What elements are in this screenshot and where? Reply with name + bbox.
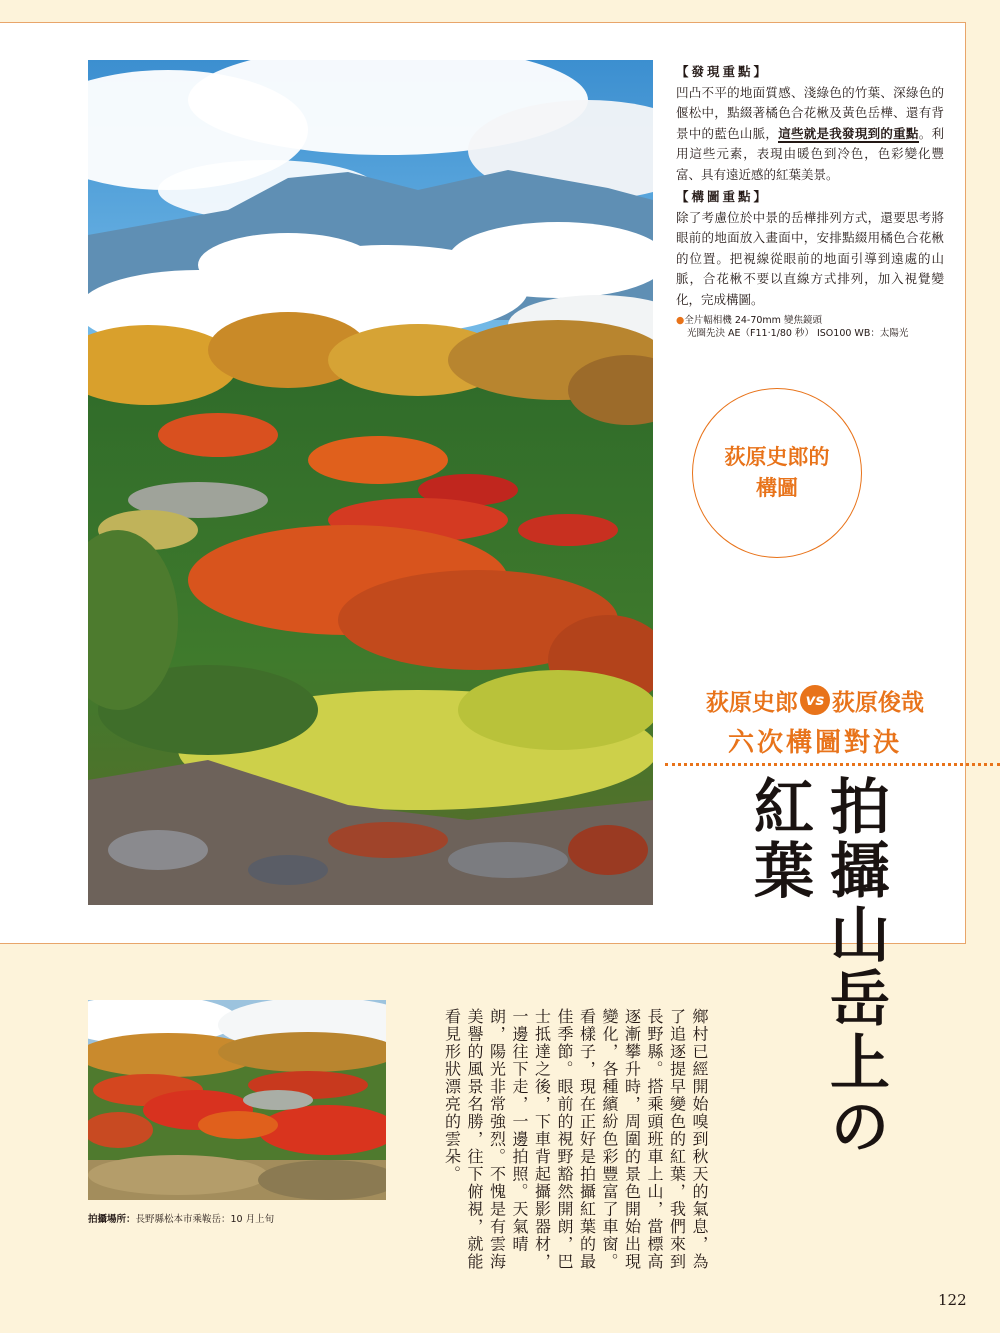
vs-badge: vs [800,685,830,715]
versus-left-name: 荻原史郎 [706,689,798,716]
composition-text: 除了考慮位於中景的岳樺排列方式，還要思考將眼前的地面放入畫面中，安排點綴用橘色合花楸的位置。把視線從眼前的地面引導到遠處的山脈，合花楸不要以直線方式排列，加入視覺變化，完成構圖。 [676,209,944,307]
camera-line2: 光圈先決 AE（F11·1/80 秒） ISO100 WB：太陽光 [687,328,909,339]
caption-text: 長野縣松本市乘鞍岳：10 月上旬 [135,1214,275,1225]
discovery-text [676,83,944,186]
discovery-text-before: 凹凸不平的地面質感、淺綠色的竹葉、深綠色的偃松中，點綴著橘色合花楸及黃色岳樺、還有背景中的藍色山脈， [676,84,944,141]
main-photo [88,60,653,905]
composition-heading: 【構圖重點】 [676,189,770,204]
small-photo [88,1000,386,1200]
circle-line1: 荻原史郎的 [724,445,830,469]
bullet-icon: ● [676,315,685,326]
page-number: 122 [938,1291,967,1309]
discovery-text-after: 。利用這些元素，表現由暖色到冷色，色彩變化豐富、具有遠近感的紅葉美景。 [676,125,944,182]
photo-caption [88,1211,274,1225]
versus-right-name: 荻原俊哉 [832,689,924,716]
title-line1: 拍攝山岳上の [820,775,890,1159]
composer-circle [692,388,862,558]
series-subtitle: 六次構圖對決 [727,728,902,758]
caption-label: 拍攝場所： [88,1214,136,1225]
camera-specs [676,314,944,340]
dotted-divider [665,763,1000,766]
camera-line1: 全片幅相機 24-70mm 變焦鏡頭 [684,315,822,326]
discovery-heading: 【發現重點】 [676,64,770,79]
versus-row [690,680,940,720]
body-text: 鄉村已經開始嗅到秋天的氣息，為了追逐提早變色的紅葉，我們來到長野縣。搭乘頭班車上山，當標高逐漸攀升時，周圍的景色開始出現變化，各種繽紛色彩豐富了車窗。看樣子，現在正好是拍攝紅葉的最佳季節。眼前的視野豁然開朗，巴士抵達之後，下車背起攝影器材，一邊往下走，一邊拍照。天氣晴朗，陽光非常強烈。不愧是有雲海美譽的風景名勝，往下俯視，就能看見形狀漂亮的雲朵。 [442,1008,709,1271]
discovery-highlight: 這些就是我發現到的重點 [778,125,919,141]
title-line2: 紅葉 [744,775,814,903]
circle-line2: 構圖 [756,476,798,500]
notes-column [676,62,944,340]
